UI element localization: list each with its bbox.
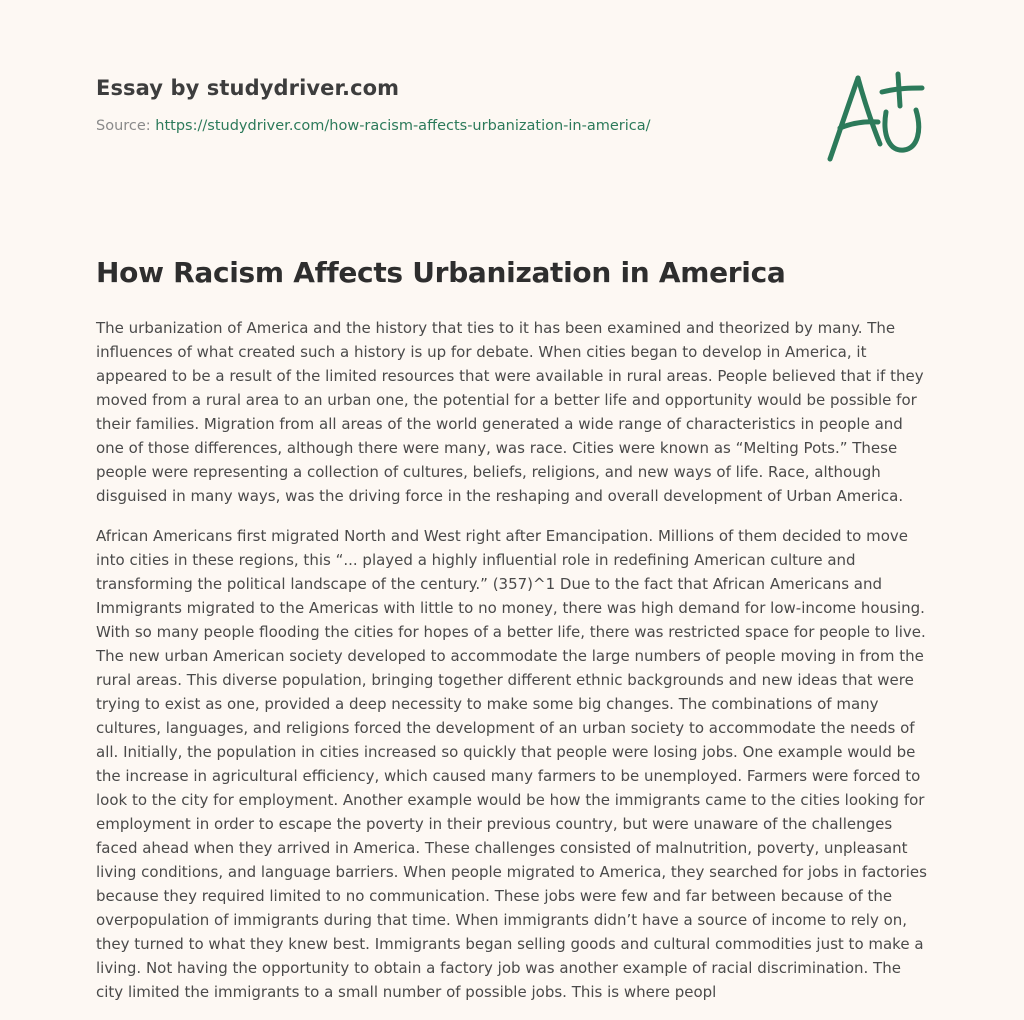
brand-title: Essay by studydriver.com (96, 76, 400, 100)
source-line (96, 118, 928, 134)
a-plus-logo (820, 66, 930, 166)
paragraph-2: African Americans first migrated North and West right after Emancipation. Millions of them decided to move into cities in these regions, this “... played a highly influential role in redefining American culture and transforming the political landscape of the century.” (357)^1 Due to the fact that African Americans and Immigrants migrated to the Americas with little to no money, there was high demand for low-income housing. With so many people flooding the cities for hopes of a better life, there was restricted space for people to live. The new urban American society developed to accommodate the large numbers of people moving in from the rural areas. This diverse population, bringing together different ethnic backgrounds and new ideas that were trying to exist as one, provided a deep necessity to make some big changes. The combinations of many cultures, languages, and religions forced the development of an urban society to accommodate the needs of all. Initially, the population in cities increased so quickly that people were losing jobs. One example would be the increase in agricultural efficiency, which caused many farmers to be unemployed. Farmers were forced to look to the city for employment. Another example would be how the immigrants came to the cities looking for employment in order to escape the poverty in their previous country, but were unaware of the challenges faced ahead when they arrived in America. These challenges consisted of malnutrition, poverty, unpleasant living conditions, and language barriers. When people migrated to America, they searched for jobs in factories because they required limited to no communication. These jobs were few and far between because of the overpopulation of immigrants during that time. When immigrants didn’t have a source of income to rely on, they turned to what they knew best. Immigrants began selling goods and cultural commodities just to make a living. Not having the opportunity to obtain a factory job was another example of racial discrimination. The city limited the immigrants to a small number of possible jobs. This is where peopl (96, 527, 927, 1001)
paragraph-1: The urbanization of America and the history that ties to it has been examined and theorized by many. The influences of what created such a history is up for debate. When cities began to develop in America, it appeared to be a result of the limited resources that were available in rural areas. People believed that if they moved from a rural area to an urban one, the potential for a better life and opportunity would be possible for their families. Migration from all areas of the world generated a wide range of characteristics in people and one of those differences, although there were many, was race. Cities were known as “Melting Pots.” These people were representing a collection of cultures, beliefs, religions, and new ways of life. Race, although disguised in many ways, was the driving force in the reshaping and overall development of Urban America. (96, 319, 924, 505)
a-plus-logo-icon (820, 66, 930, 166)
page-header (96, 76, 928, 134)
source-link[interactable]: https://studydriver.com/how-racism-affects-urbanization-in-america/ (155, 118, 651, 134)
article-title: How Racism Affects Urbanization in America (96, 256, 786, 289)
article-body (96, 316, 928, 1020)
source-label: Source: (96, 118, 151, 134)
